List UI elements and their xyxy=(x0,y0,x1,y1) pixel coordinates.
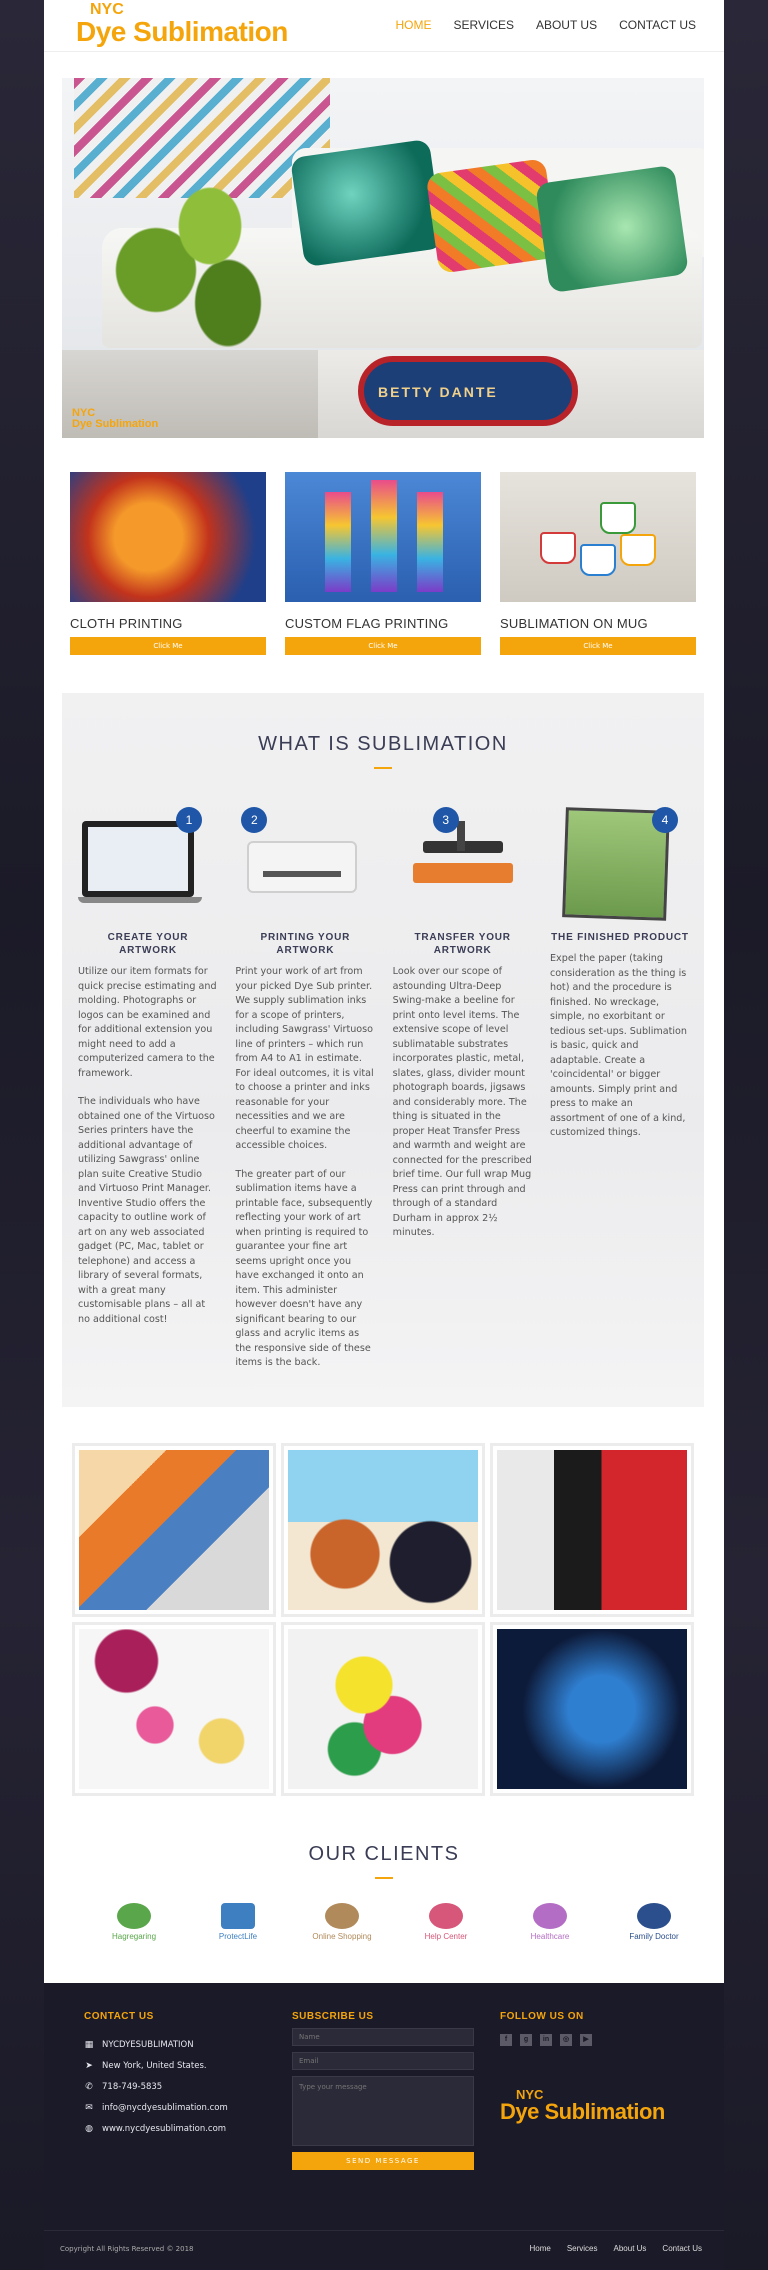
gallery-item[interactable] xyxy=(490,1443,694,1617)
logo-small-text: NYC xyxy=(90,1,124,18)
footer-follow-column xyxy=(500,2011,665,2123)
cloth-printing-image xyxy=(70,472,266,602)
flag-banner xyxy=(325,492,351,592)
laptop-base xyxy=(78,897,202,903)
product-card-flag xyxy=(285,472,481,655)
gallery-image-keychains xyxy=(79,1629,269,1789)
linkedin-icon[interactable]: in xyxy=(540,2034,552,2046)
website-link[interactable]: www.nycdyesublimation.com xyxy=(102,2123,227,2134)
email-icon: ✉ xyxy=(85,2102,93,2113)
client-logo[interactable] xyxy=(614,1903,694,1941)
mug xyxy=(540,532,576,564)
footer-links xyxy=(529,2244,702,2253)
location-icon: ➤ xyxy=(85,2060,93,2071)
site-footer xyxy=(44,1983,724,2270)
building-icon: ▦ xyxy=(84,2039,94,2050)
teal-pillow xyxy=(290,139,444,267)
step-heading: PRINTING YOUR ARTWORK xyxy=(260,932,351,956)
step-heading: TRANSFER YOUR ARTWORK xyxy=(414,932,511,956)
step-heading: CREATE YOUR ARTWORK xyxy=(107,932,189,956)
click-me-button[interactable]: Click Me xyxy=(285,637,481,655)
client-name: Healthcare xyxy=(530,1932,570,1941)
client-logo-mark xyxy=(637,1903,671,1929)
clients-title-underline xyxy=(375,1877,393,1879)
photo-slate-image xyxy=(550,801,690,921)
product-gallery xyxy=(72,1443,694,1796)
mug-sublimation-image xyxy=(500,472,696,602)
gallery-item[interactable] xyxy=(72,1622,276,1796)
clients-title: OUR CLIENTS xyxy=(308,1843,460,1865)
step-paragraph: Look over our scope of astounding Ultra-Deep Swing-make a beeline for print onto level items. The extensive scope of level sublimatable substrates incorporates plastic, metal, slates, glass, divider mount photograph boards, jigsaws and considerably more. The thing is situated in the proper Heat Transfer Press and warmth and weight are connected for the prescribed brief time. Our full wrap Mug Press can print through and through of a standard Durham in approx 2½ minutes. xyxy=(392,966,532,1238)
contact-item xyxy=(84,2076,228,2097)
laptop-display xyxy=(88,827,188,891)
hero-slider[interactable] xyxy=(62,78,704,438)
gallery-image-pillows xyxy=(288,1450,478,1610)
client-name: ProtectLife xyxy=(218,1932,258,1941)
client-name: Online Shopping xyxy=(312,1932,372,1941)
heat-press-image xyxy=(393,801,533,921)
press-handle xyxy=(457,821,465,851)
product-title: CUSTOM FLAG PRINTING xyxy=(285,616,449,631)
site-header xyxy=(44,0,724,52)
gallery-item[interactable] xyxy=(281,1443,485,1617)
globe-icon: ◍ xyxy=(85,2123,93,2134)
flag-banner xyxy=(417,492,443,592)
footer-bottom-bar xyxy=(44,2230,724,2270)
printer-body xyxy=(247,841,357,893)
client-logo-mark xyxy=(533,1903,567,1929)
page-background-left xyxy=(0,0,44,2270)
press-plate xyxy=(413,863,513,883)
step-body xyxy=(550,952,690,1141)
product-title: CLOTH PRINTING xyxy=(70,616,183,631)
logo-main-text: Dye Sublimation xyxy=(76,16,288,47)
instagram-icon[interactable]: ◎ xyxy=(560,2034,572,2046)
floral-pillow xyxy=(535,165,689,293)
google-plus-icon[interactable]: g xyxy=(520,2034,532,2046)
subscribe-form xyxy=(292,2028,474,2170)
youtube-icon[interactable]: ▶ xyxy=(580,2034,592,2046)
phone-icon: ✆ xyxy=(85,2081,93,2092)
step-body xyxy=(78,965,218,1327)
company-name: NYCDYESUBLIMATION xyxy=(102,2039,194,2050)
contact-item xyxy=(84,2055,228,2076)
footer-link-contact-us[interactable]: Contact Us xyxy=(662,2244,702,2253)
mosaic-pillow xyxy=(426,158,559,274)
mug xyxy=(600,502,636,534)
footer-logo[interactable] xyxy=(500,2088,665,2123)
step-paragraph: Utilize our item formats for quick precise estimating and molding. Photographs or logos can be examined and for additional extension you might need to add a computerized camera to the framework. xyxy=(78,966,217,1079)
step-create-artwork xyxy=(78,801,218,1371)
facebook-icon[interactable]: f xyxy=(500,2034,512,2046)
client-name: Hagregaring xyxy=(111,1932,157,1941)
printed-pillow-image xyxy=(318,350,704,438)
section-title: WHAT IS SUBLIMATION xyxy=(258,733,508,755)
social-icons xyxy=(500,2034,665,2046)
product-card-mug xyxy=(500,472,696,655)
step-finished-product xyxy=(550,801,690,1371)
contact-list xyxy=(84,2034,228,2139)
step-printing-artwork xyxy=(235,801,375,1371)
hero-strip-left xyxy=(62,350,318,438)
flag-banner xyxy=(371,480,397,592)
plant-image xyxy=(102,138,282,358)
printer-image xyxy=(235,801,375,921)
footer-subscribe-column xyxy=(292,2011,474,2170)
footer-follow-title: FOLLOW US ON xyxy=(500,2011,584,2022)
email-link[interactable]: info@nycdyesublimation.com xyxy=(102,2102,228,2113)
gallery-image-tshirt xyxy=(288,1629,478,1789)
click-me-button[interactable]: Click Me xyxy=(70,637,266,655)
footer-link-services[interactable]: Services xyxy=(566,2244,598,2253)
title-underline xyxy=(374,767,392,769)
step-paragraph: Print your work of art from your picked Dye Sub printer. We supply sublimation inks for a scope of printers, including Sawgrass' Virtuoso line of printers – which run from A4 to A1 in estimate. For ideal outcomes, it is vital to choose a printer and inks reasonable for your necessities and we are cheerful to examine the accessible choices. xyxy=(235,966,374,1151)
printer-slot xyxy=(263,871,341,877)
page-background-right xyxy=(724,0,768,2270)
site-logo[interactable] xyxy=(76,2,288,46)
step-transfer-artwork xyxy=(393,801,533,1371)
nav-about-us[interactable]: ABOUT US xyxy=(535,18,598,32)
footer-logo-small: NYC xyxy=(516,2087,544,2102)
client-logo-mark xyxy=(429,1903,463,1929)
client-name: Help Center xyxy=(424,1932,468,1941)
step-number-badge: 4 xyxy=(652,807,678,833)
gallery-item[interactable] xyxy=(72,1443,276,1617)
step-heading: THE FINISHED PRODUCT xyxy=(551,932,689,943)
message-textarea[interactable] xyxy=(292,2076,474,2146)
nav-contact-us[interactable]: CONTACT US xyxy=(619,18,696,32)
gallery-item[interactable] xyxy=(490,1622,694,1796)
address: New York, United States. xyxy=(102,2060,207,2071)
mug xyxy=(580,544,616,576)
footer-link-home[interactable]: Home xyxy=(529,2244,551,2253)
nav-home[interactable]: HOME xyxy=(395,18,432,32)
product-card-cloth xyxy=(70,472,266,655)
step-body xyxy=(235,965,375,1371)
step-number-badge: 1 xyxy=(176,807,202,833)
flag-printing-image xyxy=(285,472,481,602)
copyright-text: Copyright All Rights Reserved © 2018 xyxy=(60,2245,194,2253)
product-cards xyxy=(70,472,696,655)
client-logo[interactable] xyxy=(302,1903,382,1941)
step-body xyxy=(393,965,533,1241)
phone-number[interactable]: 718-749-5835 xyxy=(102,2081,163,2092)
nav-services[interactable]: SERVICES xyxy=(453,18,514,32)
contact-item xyxy=(84,2097,228,2118)
step-number-badge: 3 xyxy=(433,807,459,833)
hero-mini-logo-main: Dye Sublimation xyxy=(72,418,159,430)
main-nav xyxy=(396,18,697,32)
client-logos xyxy=(94,1903,694,1941)
client-logo[interactable] xyxy=(406,1903,486,1941)
email-input[interactable] xyxy=(292,2052,474,2070)
process-steps xyxy=(78,801,690,1371)
footer-subscribe-title: SUBSCRIBE US xyxy=(292,2011,374,2022)
name-input[interactable] xyxy=(292,2028,474,2046)
footer-contact-column xyxy=(84,2011,228,2139)
client-logo-mark xyxy=(117,1903,151,1929)
hero-bottom-strip xyxy=(62,350,704,438)
client-logo[interactable] xyxy=(94,1903,174,1941)
product-title: SUBLIMATION ON MUG xyxy=(500,616,648,631)
client-logo[interactable] xyxy=(510,1903,590,1941)
client-logo-mark xyxy=(325,1903,359,1929)
laptop-image xyxy=(78,801,218,921)
page-container xyxy=(44,0,724,2270)
contact-item xyxy=(84,2118,228,2139)
footer-contact-title: CONTACT US xyxy=(84,2011,154,2022)
sublimation-section xyxy=(62,693,704,1407)
click-me-button[interactable]: Click Me xyxy=(500,637,696,655)
step-number-badge: 2 xyxy=(241,807,267,833)
footer-logo-main: Dye Sublimation xyxy=(500,2099,665,2124)
client-name: Family Doctor xyxy=(629,1932,679,1941)
printed-banner-text: BETTY DANTE xyxy=(378,384,498,400)
footer-link-about-us[interactable]: About Us xyxy=(613,2244,647,2253)
send-message-button[interactable]: SEND MESSAGE xyxy=(292,2152,474,2170)
gallery-image-bowling-shirt xyxy=(497,1629,687,1789)
step-paragraph: The greater part of our sublimation items have a printable face, subsequently reflecting your work of art when printing is required to guarantee your fine art seems upright once you have exchanged it onto an item. This administer however doesn't have any significant bearing to our glass and acrylic items as the responsive side of these items is the back. xyxy=(235,1168,373,1368)
gallery-image-jerseys xyxy=(497,1450,687,1610)
gallery-image-photo-panels xyxy=(79,1450,269,1610)
step-paragraph: The individuals who have obtained one of the Virtuoso Series printers have the additional advantage of utilizing Sawgrass' online plan suite Creative Studio and Virtuoso Print Manager. Inventive Studio offers the capacity to outline work of art on any web associated gadget (PC, Mac, tablet or telephone) and access a library of several formats, with a great many customisable plans – all at no additional cost! xyxy=(78,1096,215,1325)
hero-mini-logo xyxy=(72,408,158,430)
step-paragraph: Expel the paper (taking consideration as the thing is hot) and the procedure is finished. No wreckage, simple, no exorbitant or tedious set-ups. Sublimation is basic, quick and adaptable. Create a 'coincidental' or bigger amounts. Simply print and press to make an assortment of one of a kind, customized things. xyxy=(549,953,687,1138)
client-logo-mark xyxy=(221,1903,255,1929)
contact-item xyxy=(84,2034,228,2055)
hero-mini-logo-small: NYC xyxy=(72,407,96,419)
mug xyxy=(620,534,656,566)
gallery-item[interactable] xyxy=(281,1622,485,1796)
client-logo[interactable] xyxy=(198,1903,278,1941)
